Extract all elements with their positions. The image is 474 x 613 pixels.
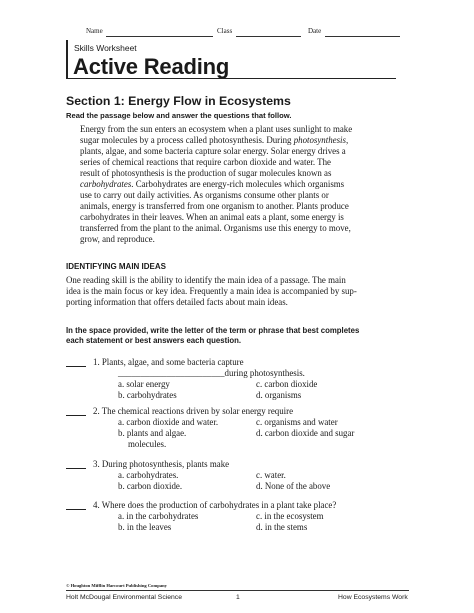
paragraph-line: idea is the main focus or key idea. Frequently a main idea is accompanied by sup- [66,286,357,296]
option-a: a. in the carbohydrates [118,511,199,521]
term-carbohydrates: carbohydrates [80,179,132,189]
page-title: Active Reading [73,54,230,79]
option-c: c. carbon dioxide [256,379,318,389]
option-a: a. carbon dioxide and water. [118,417,219,427]
date-blank[interactable] [325,36,400,37]
passage-line: sugar molecules by a process called photosynthesis. During photosynthesis, [80,135,349,145]
passage-line: carbohydrates. Carbohydrates are energy-rich molecules which organisms [80,179,345,189]
paragraph-line: One reading skill is the ability to identify the main idea of a passage. The main [66,275,346,285]
passage-line: animals, energy is transferred from one organism to another. Plants produce [80,201,349,211]
class-label: Class [217,27,233,35]
option-b-cont: molecules. [128,439,167,449]
copyright: © Houghton Mifflin Harcourt Publishing Company [66,583,167,588]
option-d: d. None of the above [256,481,331,491]
answer-blank[interactable] [66,468,86,469]
passage-line: series of chemical reactions that require carbon dioxide and water. The [80,157,331,167]
footer-book-title: Holt McDougal Environmental Science [66,594,182,601]
option-d: d. in the stems [256,522,308,532]
passage-line: grow, and reproduce. [80,234,155,244]
questions-instruction [66,326,402,346]
instruction-line: each statement or best answers each question. [66,336,242,345]
title-underline [66,78,396,79]
passage-line: result of photosynthesis is the production of sugar molecules known as [80,168,332,178]
passage-instruction: Read the passage below and answer the questions that follow. [66,111,292,120]
name-blank[interactable] [106,36,213,37]
answer-blank[interactable] [66,509,86,510]
question-text: 1. Plants, algae, and some bacteria capture [93,357,244,367]
worksheet-type: Skills Worksheet [74,43,137,53]
answer-blank[interactable] [66,415,86,416]
option-c: c. in the ecosystem [256,511,324,521]
question-text: 3. During photosynthesis, plants make [93,459,230,469]
date-label: Date [308,27,322,35]
option-b: b. in the leaves [118,522,172,532]
title-bar [66,40,68,78]
option-b: b. carbohydrates [118,390,177,400]
name-label: Name [86,27,103,35]
option-b: b. plants and algae. [118,428,187,438]
passage-line: carbohydrates in their leaves. When an animal eats a plant, some energy is [80,212,344,222]
option-d: d. organisms [256,390,302,400]
option-a: a. carbohydrates. [118,470,179,480]
main-ideas-paragraph [66,275,402,308]
answer-blank[interactable] [66,366,86,367]
section-heading: Section 1: Energy Flow in Ecosystems [66,94,291,108]
page-number: 1 [236,594,240,601]
passage-line: Energy from the sun enters an ecosystem when a plant uses sunlight to make [80,124,353,134]
question-text: 2. The chemical reactions driven by solar energy require [93,406,294,416]
reading-passage [80,124,407,245]
passage-line: plants, algae, and some bacteria capture solar energy. Solar energy drives a [80,146,346,156]
footer-chapter: How Ecosystems Work [338,594,408,601]
option-c: c. organisms and water [256,417,338,427]
question-text: 4. Where does the production of carbohydrates in a plant take place? [93,500,337,510]
class-blank[interactable] [236,36,301,37]
passage-line: transferred from the plant to the animal. Organisms use this energy to move, [80,223,351,233]
question-text-cont: ________________________during photosynthesis. [118,368,305,378]
option-c: c. water. [256,470,286,480]
instruction-line: In the space provided, write the letter of the term or phrase that best completes [66,326,360,335]
option-d: d. carbon dioxide and sugar [256,428,355,438]
option-a: a. solar energy [118,379,170,389]
main-ideas-heading: IDENTIFYING MAIN IDEAS [66,262,167,271]
footer-rule [66,590,409,591]
passage-line: use to carry out daily activities. As organisms consume other plants or [80,190,329,200]
term-photosynthesis: photosynthesis, [293,135,349,145]
paragraph-line: porting information that offers detailed facts about main ideas. [66,297,288,307]
option-b: b. carbon dioxide. [118,481,183,491]
